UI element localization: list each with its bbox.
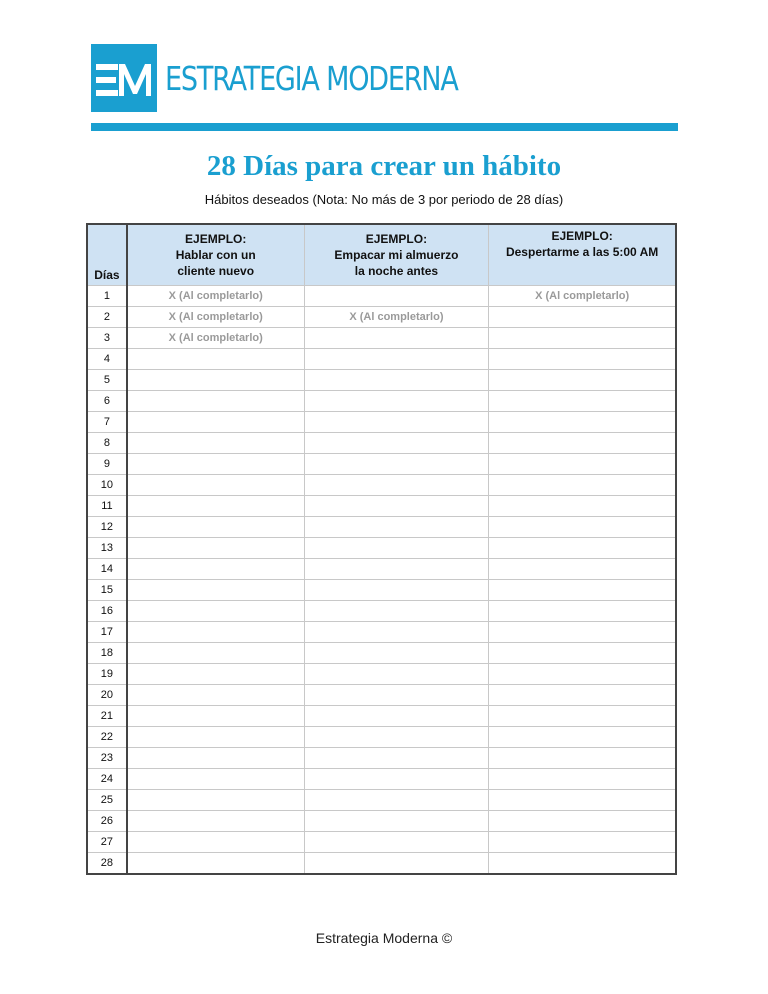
habit-2-cell[interactable] xyxy=(304,790,489,811)
habit-2-cell[interactable] xyxy=(304,475,489,496)
habit-1-cell[interactable]: X (Al completarlo) xyxy=(127,286,304,307)
page-title: 28 Días para crear un hábito xyxy=(206,150,562,182)
habit-3-cell[interactable] xyxy=(489,349,676,370)
habit-3-cell[interactable] xyxy=(489,517,676,538)
habit-2-cell[interactable] xyxy=(304,580,489,601)
day-number-cell: 22 xyxy=(87,727,127,748)
habit-1-cell[interactable] xyxy=(127,580,304,601)
habit-2-cell[interactable] xyxy=(304,391,489,412)
table-row xyxy=(87,790,676,811)
habit-1-cell[interactable] xyxy=(127,832,304,853)
em-monogram-icon xyxy=(91,44,157,112)
habit-1-cell[interactable] xyxy=(127,685,304,706)
table-row xyxy=(87,643,676,664)
table-row xyxy=(87,370,676,391)
habit-1-cell[interactable] xyxy=(127,790,304,811)
habit-1-cell[interactable]: X (Al completarlo) xyxy=(127,328,304,349)
habit-3-cell[interactable] xyxy=(489,727,676,748)
day-number-cell: 28 xyxy=(87,853,127,875)
table-row xyxy=(87,307,676,328)
habit-1-cell[interactable] xyxy=(127,748,304,769)
day-number-cell: 21 xyxy=(87,706,127,727)
habit-2-cell[interactable] xyxy=(304,643,489,664)
day-number-cell: 11 xyxy=(87,496,127,517)
table-row xyxy=(87,811,676,832)
table-row xyxy=(87,685,676,706)
day-number-cell: 20 xyxy=(87,685,127,706)
table-row xyxy=(87,475,676,496)
habit-2-cell[interactable] xyxy=(304,454,489,475)
day-number-cell: 13 xyxy=(87,538,127,559)
header-habit-1: EJEMPLO: Hablar con un cliente nuevo xyxy=(127,224,304,286)
habit-2-cell[interactable] xyxy=(304,748,489,769)
habit-2-cell[interactable] xyxy=(304,622,489,643)
habit-2-cell[interactable] xyxy=(304,433,489,454)
habit-2-cell[interactable] xyxy=(304,412,489,433)
habit-1-cell[interactable] xyxy=(127,853,304,875)
day-number-cell: 27 xyxy=(87,832,127,853)
table-row xyxy=(87,349,676,370)
habit-2-cell[interactable] xyxy=(304,706,489,727)
table-header-row xyxy=(87,224,676,286)
habit-2-cell[interactable] xyxy=(304,496,489,517)
table-row xyxy=(87,601,676,622)
habit-1-cell[interactable] xyxy=(127,538,304,559)
habit-1-cell[interactable] xyxy=(127,433,304,454)
habit-1-cell[interactable] xyxy=(127,706,304,727)
day-number-cell: 19 xyxy=(87,664,127,685)
habit-2-cell[interactable] xyxy=(304,601,489,622)
habit-2-cell[interactable] xyxy=(304,769,489,790)
table-row xyxy=(87,748,676,769)
habit-2-cell[interactable] xyxy=(304,559,489,580)
table-row xyxy=(87,769,676,790)
habit-2-cell[interactable] xyxy=(304,328,489,349)
header-divider xyxy=(91,123,678,131)
day-number-cell: 6 xyxy=(87,391,127,412)
habit-1-cell[interactable] xyxy=(127,412,304,433)
habit-2-cell[interactable] xyxy=(304,685,489,706)
day-number-cell: 15 xyxy=(87,580,127,601)
habit-3-cell[interactable]: X (Al completarlo) xyxy=(489,286,676,307)
habit-1-cell[interactable] xyxy=(127,622,304,643)
habit-2-cell[interactable]: X (Al completarlo) xyxy=(304,307,489,328)
day-number-cell: 24 xyxy=(87,769,127,790)
habit-2-cell[interactable] xyxy=(304,349,489,370)
table-row xyxy=(87,412,676,433)
day-number-cell: 5 xyxy=(87,370,127,391)
habit-1-cell[interactable] xyxy=(127,559,304,580)
habit-3-cell[interactable] xyxy=(489,391,676,412)
habit-1-cell[interactable] xyxy=(127,643,304,664)
table-row xyxy=(87,664,676,685)
footer-copyright: Estrategia Moderna © xyxy=(315,930,453,946)
day-number-cell: 1 xyxy=(87,286,127,307)
habit-3-cell[interactable] xyxy=(489,328,676,349)
habit-2-cell[interactable] xyxy=(304,832,489,853)
table-row xyxy=(87,433,676,454)
table-row xyxy=(87,286,676,307)
habit-1-cell[interactable] xyxy=(127,496,304,517)
day-number-cell: 8 xyxy=(87,433,127,454)
habit-2-cell[interactable] xyxy=(304,664,489,685)
habit-2-cell[interactable] xyxy=(304,853,489,875)
day-number-cell: 23 xyxy=(87,748,127,769)
habit-3-cell[interactable] xyxy=(489,559,676,580)
habit-3-cell[interactable] xyxy=(489,412,676,433)
habit-1-cell[interactable] xyxy=(127,454,304,475)
habit-1-cell[interactable] xyxy=(127,391,304,412)
header-habit-2: EJEMPLO: Empacar mi almuerzo la noche antes xyxy=(304,224,489,286)
table-row xyxy=(87,622,676,643)
day-number-cell: 17 xyxy=(87,622,127,643)
habit-1-cell[interactable] xyxy=(127,727,304,748)
day-number-cell: 10 xyxy=(87,475,127,496)
habit-3-cell[interactable] xyxy=(489,790,676,811)
table-row xyxy=(87,454,676,475)
table-row xyxy=(87,328,676,349)
table-row xyxy=(87,517,676,538)
day-number-cell: 4 xyxy=(87,349,127,370)
day-number-cell: 12 xyxy=(87,517,127,538)
habit-3-cell[interactable] xyxy=(489,307,676,328)
habit-1-cell[interactable]: X (Al completarlo) xyxy=(127,307,304,328)
habit-3-cell[interactable] xyxy=(489,580,676,601)
table-row xyxy=(87,853,676,875)
habit-3-cell[interactable] xyxy=(489,853,676,875)
habit-2-cell[interactable] xyxy=(304,286,489,307)
header-days: Días xyxy=(87,224,127,286)
table-row xyxy=(87,832,676,853)
habit-3-cell[interactable] xyxy=(489,496,676,517)
day-number-cell: 26 xyxy=(87,811,127,832)
habit-3-cell[interactable] xyxy=(489,832,676,853)
habit-3-cell[interactable] xyxy=(489,664,676,685)
habit-3-cell[interactable] xyxy=(489,454,676,475)
habit-3-cell[interactable] xyxy=(489,433,676,454)
day-number-cell: 25 xyxy=(87,790,127,811)
habit-3-cell[interactable] xyxy=(489,622,676,643)
habit-2-cell[interactable] xyxy=(304,727,489,748)
habit-3-cell[interactable] xyxy=(489,538,676,559)
habit-3-cell[interactable] xyxy=(489,748,676,769)
habit-3-cell[interactable] xyxy=(489,643,676,664)
habit-2-cell[interactable] xyxy=(304,517,489,538)
page-subtitle: Hábitos deseados (Nota: No más de 3 por periodo de 28 días) xyxy=(204,192,564,207)
habit-1-cell[interactable] xyxy=(127,811,304,832)
habit-3-cell[interactable] xyxy=(489,706,676,727)
day-number-cell: 16 xyxy=(87,601,127,622)
habit-3-cell[interactable] xyxy=(489,475,676,496)
habit-1-cell[interactable] xyxy=(127,769,304,790)
table-row xyxy=(87,538,676,559)
habit-2-cell[interactable] xyxy=(304,811,489,832)
table-row xyxy=(87,727,676,748)
habit-3-cell[interactable] xyxy=(489,685,676,706)
day-number-cell: 9 xyxy=(87,454,127,475)
table-row xyxy=(87,496,676,517)
habit-3-cell[interactable] xyxy=(489,811,676,832)
habit-tracker-table xyxy=(86,223,677,875)
habit-1-cell[interactable] xyxy=(127,664,304,685)
day-number-cell: 14 xyxy=(87,559,127,580)
table-row xyxy=(87,391,676,412)
habit-3-cell[interactable] xyxy=(489,601,676,622)
habit-2-cell[interactable] xyxy=(304,538,489,559)
habit-1-cell[interactable] xyxy=(127,370,304,391)
habit-1-cell[interactable] xyxy=(127,475,304,496)
habit-3-cell[interactable] xyxy=(489,769,676,790)
brand-logo xyxy=(91,44,522,112)
header-habit-3: EJEMPLO: Despertarme a las 5:00 AM xyxy=(489,224,676,286)
table-row xyxy=(87,706,676,727)
habit-1-cell[interactable] xyxy=(127,601,304,622)
day-number-cell: 2 xyxy=(87,307,127,328)
table-row xyxy=(87,580,676,601)
habit-1-cell[interactable] xyxy=(127,349,304,370)
habit-1-cell[interactable] xyxy=(127,517,304,538)
day-number-cell: 7 xyxy=(87,412,127,433)
table-row xyxy=(87,559,676,580)
brand-name: ESTRATEGIA MODERNA xyxy=(165,58,458,98)
habit-3-cell[interactable] xyxy=(489,370,676,391)
day-number-cell: 3 xyxy=(87,328,127,349)
habit-2-cell[interactable] xyxy=(304,370,489,391)
day-number-cell: 18 xyxy=(87,643,127,664)
